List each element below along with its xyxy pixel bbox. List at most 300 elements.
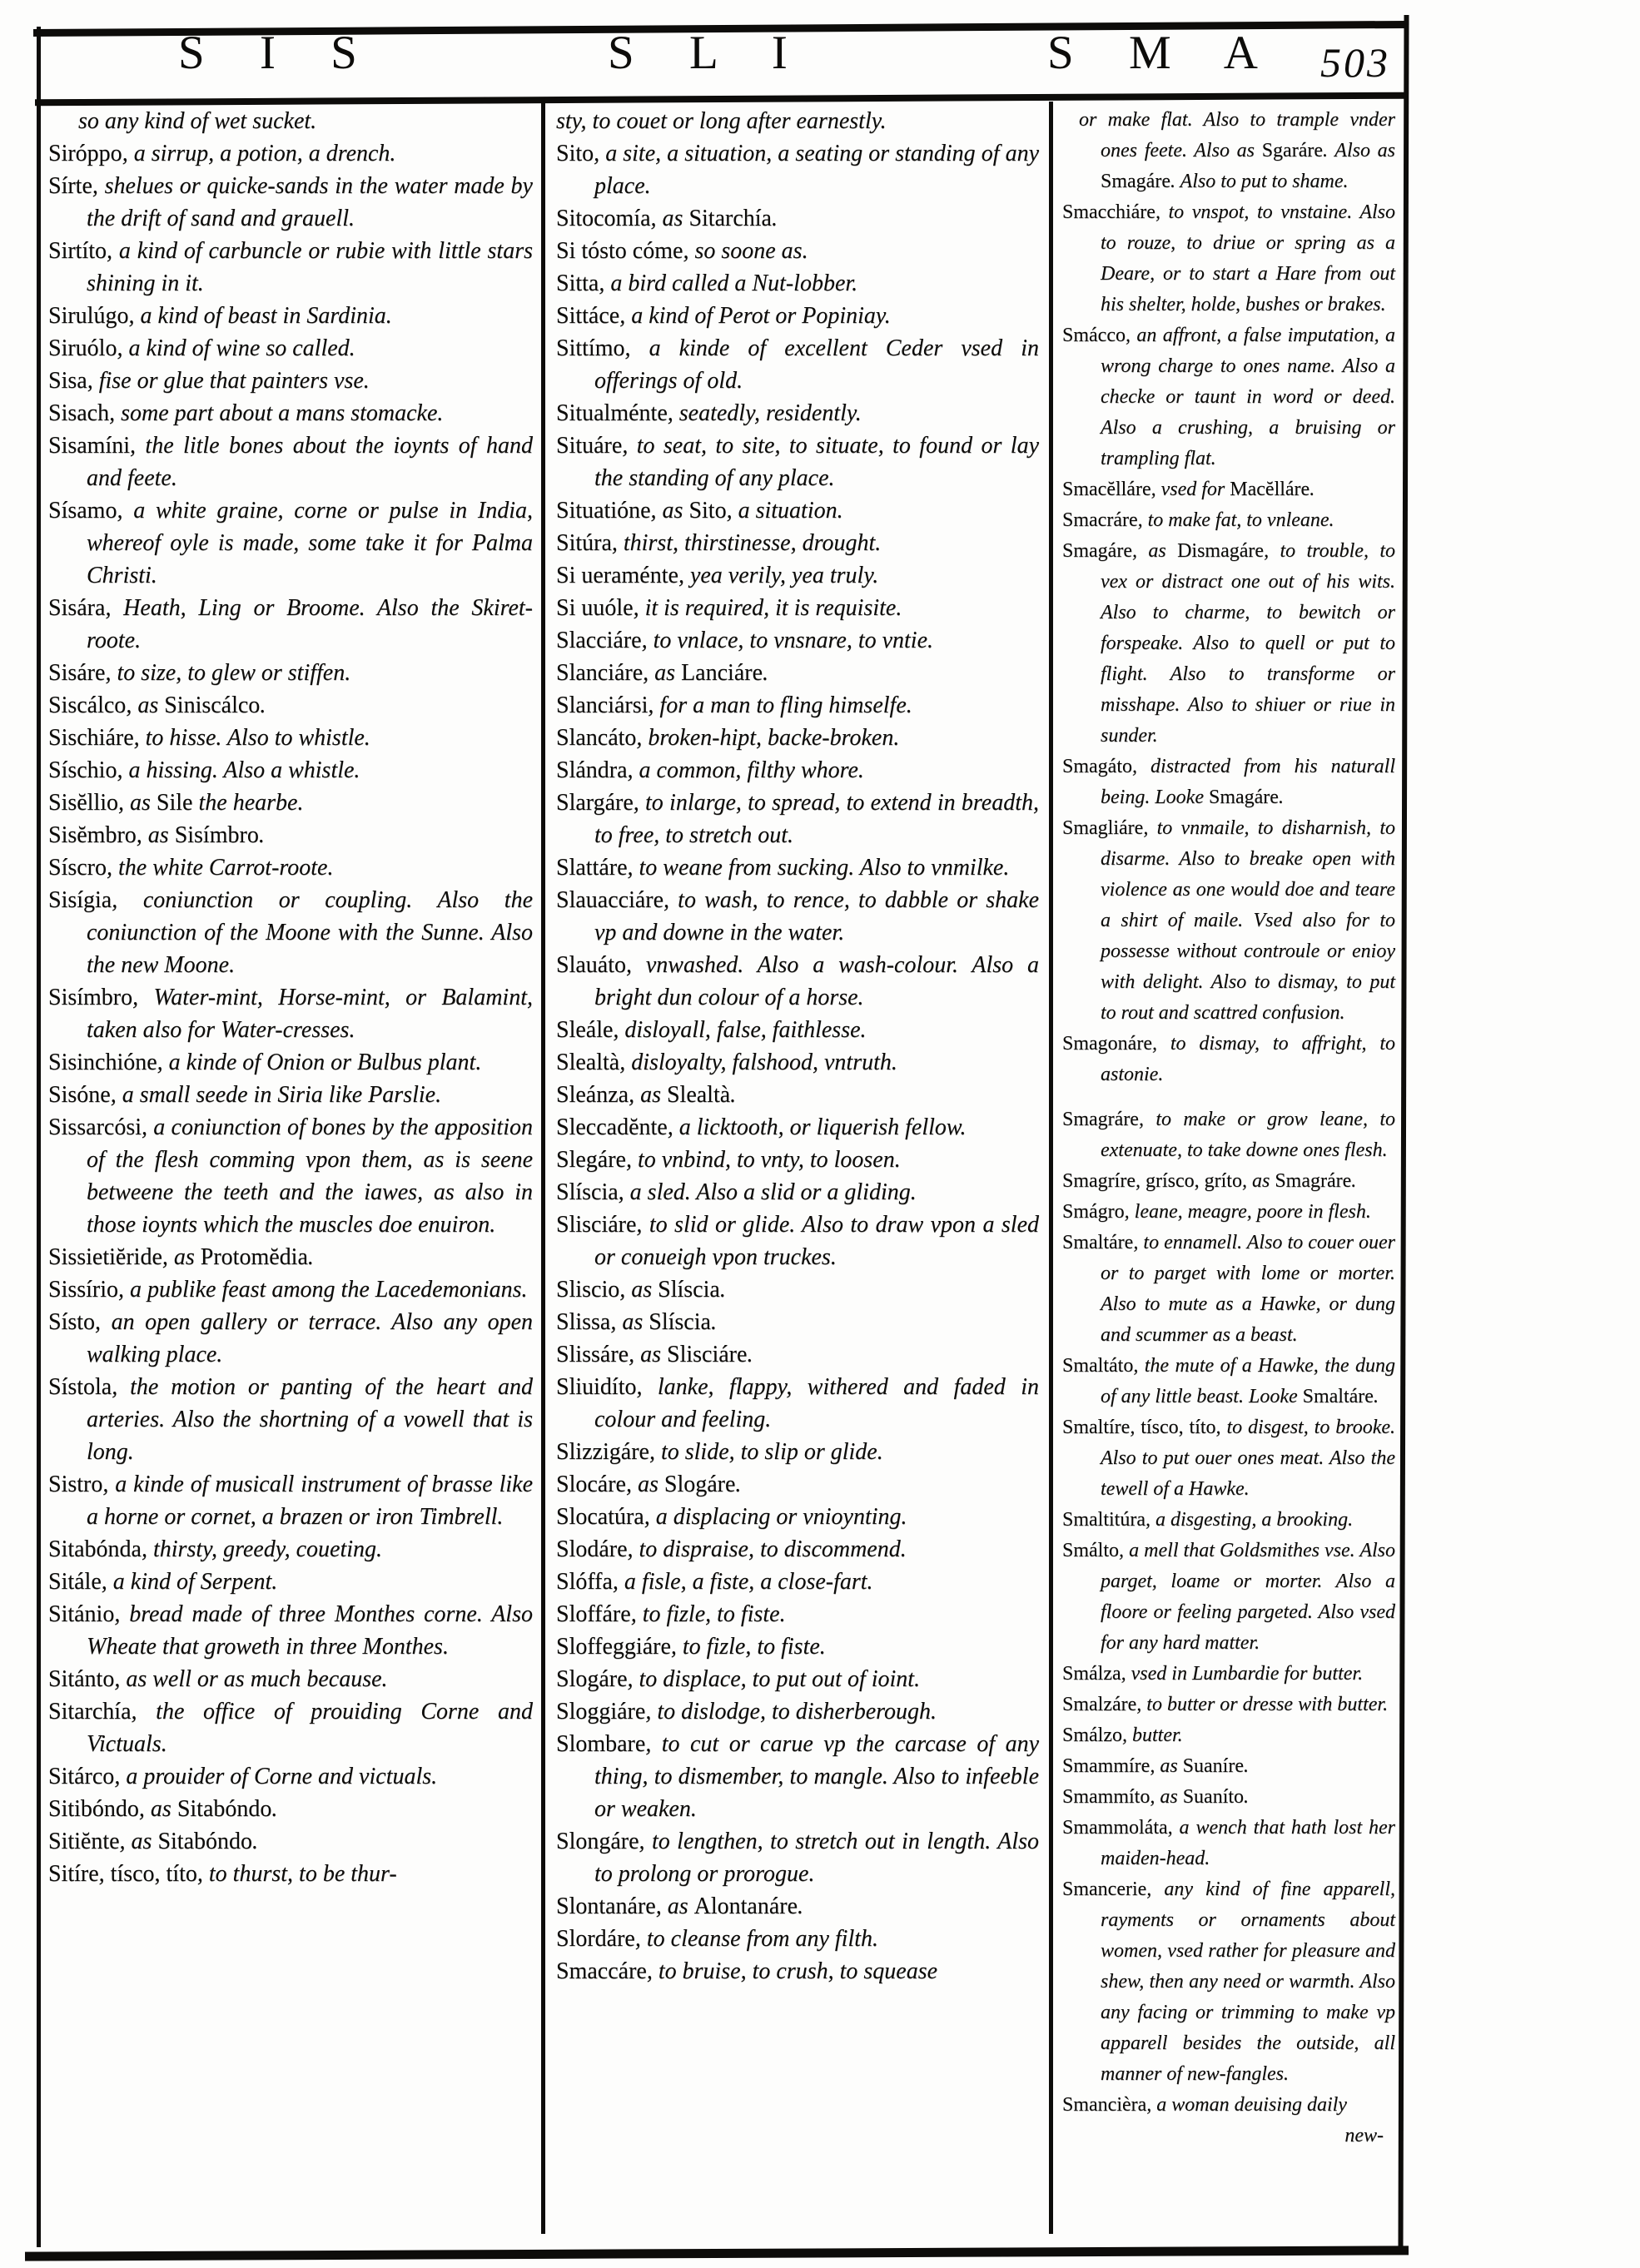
headword: Smancerie [1062, 1878, 1147, 1900]
definition-text: , a kinde of musicall instrument of brasse like a horne or cornet, a brazen or iron Timbrell. [87, 1471, 533, 1530]
definition-text: , bread made of three Monthes corne. Also Wheate that groweth in three Monthes. [87, 1601, 533, 1660]
definition-text: , to seat, to site, to situate, to found or lay the standing of any place. [594, 433, 1039, 491]
definition-text: , as [610, 1309, 649, 1335]
dictionary-entry [556, 1436, 1039, 1468]
dictionary-entry [48, 1371, 533, 1468]
headword: Síschio [48, 757, 117, 783]
definition-text: , shelues or quicke-sands in the water made by the drift of sand and grauell. [87, 173, 533, 231]
headword: Slontanáre [556, 1893, 656, 1919]
dictionary-entry [48, 1793, 533, 1825]
dictionary-entry [556, 1955, 1039, 1988]
headword: Slanciáre [556, 660, 644, 686]
dictionary-entry [1062, 752, 1395, 813]
headword: Slongáre [556, 1829, 639, 1854]
dictionary-entry [556, 1306, 1039, 1338]
dictionary-entry [48, 884, 533, 981]
definition-text: , vsed for [1150, 479, 1230, 500]
headword: Slombare [556, 1731, 646, 1757]
headword: Smaltáto [1062, 1355, 1134, 1377]
definition-text: , thirst, thirstinesse, drought. [611, 530, 882, 556]
definition-text: , as [1131, 540, 1178, 562]
definition-text: , [1130, 1417, 1141, 1438]
definition-text: , to thurst, to be thur- [196, 1861, 397, 1887]
dictionary-entry [556, 397, 1039, 429]
cross-reference: Macĕlláre [1230, 479, 1310, 500]
dictionary-entry [1062, 1690, 1395, 1720]
headword: Smammíto [1062, 1786, 1150, 1808]
dictionary-entry [556, 592, 1039, 624]
headword: Sliuidíto [556, 1374, 637, 1400]
dictionary-entry [48, 494, 533, 592]
definition-text: . [710, 1309, 717, 1335]
headword: Slisciáre [556, 1212, 637, 1238]
dictionary-entry [556, 1144, 1039, 1176]
headword: Slocáre [556, 1471, 626, 1497]
dictionary-entry [1062, 1751, 1395, 1782]
headword: Sisamíni [48, 433, 131, 459]
dictionary-entry [1062, 1782, 1395, 1813]
definition-text: , a fisle, a fiste, a close-fart. [612, 1569, 873, 1595]
headword: Slizzigáre [556, 1439, 649, 1465]
definition-text: , as [655, 1893, 694, 1919]
definition-text: , a kinde of excellent Ceder vsed in offerings of old. [594, 335, 1039, 394]
cross-reference: Smagáre [1101, 171, 1170, 192]
cross-reference: Sitabóndo [176, 1796, 272, 1822]
dictionary-entry [1062, 1412, 1395, 1505]
headword: Sittímo [556, 335, 625, 361]
headword: Smaccáre [556, 1958, 647, 1984]
definition-text: , some part about a mans stomacke. [109, 400, 444, 426]
dictionary-entry [556, 1890, 1039, 1923]
headword: Slissáre [556, 1342, 629, 1367]
cross-reference: Lanciáre [681, 660, 763, 686]
definition-text: , as [136, 822, 175, 848]
dictionary-entry [556, 754, 1039, 787]
definition-text: , to ennamell. Also to couer ouer or to parget with lome or morter. Also to mute as a Hawke, or dung and scummer as a beast. [1101, 1232, 1395, 1346]
headword: Smancièra [1062, 2094, 1147, 2116]
definition-text: , thirsty, greedy, coueting. [142, 1536, 383, 1562]
dictionary-entry [48, 657, 533, 689]
definition-text: , to fizle, to fiste. [630, 1601, 786, 1627]
definition-text: . [798, 1893, 804, 1919]
definition-text: . [1278, 787, 1284, 808]
headword: Smálzo [1062, 1725, 1122, 1746]
definition-text: , butter. [1122, 1725, 1183, 1746]
dictionary-entry [556, 1566, 1039, 1598]
dictionary-entry [1062, 1505, 1395, 1536]
definition-text: or make flat. Also to trample vnder ones feete. Also as [1079, 109, 1395, 161]
headword: Sloggiáre [556, 1699, 646, 1725]
definition-text: , as [619, 1277, 658, 1303]
definition-text: . [307, 1244, 314, 1270]
headword: Slegáre [556, 1147, 626, 1173]
definition-text: . [1244, 1786, 1250, 1808]
cross-reference: Protomĕdia [200, 1244, 308, 1270]
cross-reference: Sitabóndo [157, 1829, 253, 1854]
dictionary-entry [48, 365, 533, 397]
headword: Sisa [48, 368, 87, 394]
catchword: new- [1344, 2125, 1384, 2146]
definition-text: , as [643, 660, 682, 686]
headword: Smaltitúra [1062, 1509, 1146, 1531]
dictionary-entry [1062, 474, 1395, 505]
dictionary-entry [48, 1241, 533, 1273]
definition-text: , the white Carrot-roote. [107, 855, 334, 881]
dictionary-entry [48, 1111, 533, 1241]
dictionary-entry [48, 1858, 533, 1890]
dictionary-entry [556, 1825, 1039, 1890]
cross-reference: grísco, gríto [1145, 1170, 1242, 1192]
definition-text: , a licktooth, or liquerish fellow. [667, 1114, 967, 1140]
dictionary-entry [1062, 2090, 1395, 2121]
page-border-bottom [25, 2246, 1409, 2261]
dictionary-entry [1062, 1874, 1395, 2090]
definition-text: , to vnspot, to vnstaine. Also to rouze, to driue or spring as a Deare, or to start a Hare from out his shelter, holde, bushes or brakes. [1101, 201, 1395, 315]
definition-text: , leane, meagre, poore in flesh. [1124, 1201, 1371, 1223]
definition-text: , distracted from his naturall being. Looke [1101, 756, 1395, 808]
dictionary-entry [48, 592, 533, 657]
cross-reference: Sile [156, 790, 193, 816]
dictionary-entry [48, 1079, 533, 1111]
definition-text: , fise or glue that painters vse. [87, 368, 370, 394]
dictionary-entry [556, 137, 1039, 202]
dictionary-entry [556, 1695, 1039, 1728]
headword: Sisĕllio [48, 790, 119, 816]
headword: Slanciársi [556, 692, 649, 718]
headword: Slargáre [556, 790, 634, 816]
headword: Sísto [48, 1309, 96, 1335]
definition-text: , a kind of carbuncle or rubie with little stars shining in it. [87, 238, 533, 296]
definition-text: , a wench that hath lost her maiden-head. [1101, 1817, 1395, 1869]
headword: Slogáre [556, 1666, 628, 1692]
definition-text: , as [162, 1244, 201, 1270]
dictionary-entry [48, 1046, 533, 1079]
definition-text: , a kind of beast in Sardinia. [128, 303, 392, 329]
headword: Sleccadĕnte [556, 1114, 668, 1140]
dictionary-entry [48, 851, 533, 884]
cross-reference: Suaníre [1182, 1755, 1244, 1777]
definition-text: , Heath, Ling or Broome. Also the Skiret-roote. [87, 595, 533, 653]
headword: Sleále [556, 1017, 614, 1043]
entry-continuation [556, 105, 1039, 137]
dictionary-entry [48, 397, 533, 429]
dictionary-entry [48, 722, 533, 754]
definition-text: , yea verily, yea truly. [678, 563, 879, 588]
dictionary-entry [48, 1566, 533, 1598]
headword: Si uuóle [556, 595, 634, 621]
headword: Sitánto [48, 1666, 115, 1692]
cross-reference: Dismagáre [1177, 540, 1265, 562]
definition-text: , coniunction or coupling. Also the coniunction of the Moone with the Sunne. Also the new Moone. [87, 887, 533, 978]
page-number: 503 [1320, 39, 1390, 86]
dictionary-entry [48, 754, 533, 787]
definition-text: , as [650, 498, 689, 524]
definition-text: , a mell that Goldsmithes vse. Also parget, loame or morter. Also a floore or feeling pargeted. Also vsed for any hard matter. [1101, 1540, 1395, 1654]
dictionary-entry [48, 1760, 533, 1793]
cross-reference: Slealtà [666, 1082, 731, 1108]
definition-text: , to size, to glew or stiffen. [105, 660, 351, 686]
dictionary-entry [48, 1306, 533, 1371]
headword: Smalzáre [1062, 1694, 1137, 1715]
definition-text: , to disgest, to brooke. Also to put ouer ones meat. Also the tewell of a Hawke. [1101, 1417, 1395, 1500]
headword: Slauáto [556, 952, 626, 978]
definition-text: , to weane from sucking. Also to vnmilke. [627, 855, 1010, 881]
headword: Si ueraménte [556, 563, 678, 588]
dictionary-entry [48, 689, 533, 722]
headword: Sittáce [556, 303, 620, 329]
headword: Slancáto [556, 725, 637, 751]
headword: Sistro [48, 1471, 103, 1497]
dictionary-entry [1062, 536, 1395, 752]
dictionary-entry [1062, 1197, 1395, 1228]
dictionary-entry [556, 300, 1039, 332]
cross-reference: Slisciáre [667, 1342, 748, 1367]
headword: Slacciáre [556, 628, 642, 653]
dictionary-entry [556, 429, 1039, 494]
dictionary-entry [556, 949, 1039, 1014]
definition-text: , a bird called a Nut-lobber. [599, 270, 858, 296]
dictionary-entry [1062, 1351, 1395, 1412]
dictionary-entry [556, 1728, 1039, 1825]
dictionary-entry [556, 235, 1039, 267]
cross-reference: Smagáre [1208, 787, 1279, 808]
cross-reference: Alontanáre [693, 1893, 798, 1919]
headword: Siruólo [48, 335, 117, 361]
headword: Sirulúgo [48, 303, 129, 329]
dictionary-entry [1062, 1659, 1395, 1690]
definition-text: , to dismay, to affright, to astonie. [1101, 1033, 1395, 1085]
definition-text: . [1243, 1755, 1249, 1777]
definition-text: , for a man to fling himselfe. [648, 692, 912, 718]
dictionary-entry [556, 1533, 1039, 1566]
headword: Sloffáre [556, 1601, 631, 1627]
headword: Situáre [556, 433, 623, 459]
definition-text: sty, to couet or long after earnestly. [556, 108, 887, 134]
definition-text: , any kind of fine apparell, rayments or ornaments about women, vsed rather for pleasure and shew, then any need or warmth. Also any facing or trimming to make vp apparell besides the outside, all manner of new-fangles. [1101, 1878, 1395, 2085]
headword: Slauacciáre [556, 887, 664, 913]
dictionary-entry [556, 851, 1039, 884]
definition-text: . Also to put to shame. [1170, 171, 1349, 192]
headword: Sitibóndo [48, 1796, 139, 1822]
dictionary-entry [1062, 813, 1395, 1029]
headword: Sitánio [48, 1601, 115, 1627]
dictionary-entry [1062, 197, 1395, 320]
dictionary-entry [48, 1695, 533, 1760]
dictionary-entry [556, 267, 1039, 300]
dictionary-entry [556, 202, 1039, 235]
definition-text: , as [119, 1829, 158, 1854]
definition-text: . [730, 1082, 737, 1108]
dictionary-entry [48, 429, 533, 494]
definition-text: , to make fat, to vnleane. [1137, 509, 1334, 531]
headword: Smagliáre [1062, 817, 1144, 839]
dictionary-entry [48, 1533, 533, 1566]
page-border-left [37, 27, 41, 2247]
dictionary-entry [556, 1079, 1039, 1111]
dictionary-entry [556, 1338, 1039, 1371]
definition-text: , a common, filthy whore. [627, 757, 864, 783]
header-underline-rule [35, 92, 1405, 107]
headword: Sitarchía [48, 1699, 132, 1725]
headword: Slattáre [556, 855, 628, 881]
dictionary-entry [556, 787, 1039, 851]
definition-text: , a small seede in Siria like Parslie. [110, 1082, 442, 1108]
headword: Slissa [556, 1309, 611, 1335]
dictionary-entry [556, 624, 1039, 657]
dictionary-entry [556, 689, 1039, 722]
dictionary-entry [48, 1468, 533, 1533]
dictionary-entry [1062, 1104, 1395, 1166]
cross-reference: Smagráre [1275, 1170, 1352, 1192]
dictionary-entry [48, 787, 533, 819]
definition-text: , a disgesting, a brooking. [1145, 1509, 1354, 1531]
headword: Smacĕlláre [1062, 479, 1151, 500]
definition-text: , a coniunction of bones by the apposition of the flesh comming vpon them, as is seene betweene the teeth and the iawes, as also in those ioynts which the muscles doe enuiron. [87, 1114, 533, 1238]
definition-text: , to wash, to rence, to dabble or shake vp and downe in the water. [594, 887, 1039, 945]
cross-reference: Sito [688, 498, 727, 524]
definition-text: , to vnbind, to vnty, to loosen. [625, 1147, 901, 1173]
dictionary-entry [556, 722, 1039, 754]
dictionary-entry [1062, 1029, 1395, 1090]
definition-text: , to cut or carue vp the carcase of any thing, to dismember, to mangle. Also to infeeble or weaken. [594, 1731, 1039, 1822]
headword: Sírte [48, 173, 92, 199]
definition-text: . [271, 1796, 278, 1822]
definition-text: . [258, 822, 265, 848]
headword: Smálza [1062, 1663, 1121, 1685]
definition-text: , to trouble, to vex or distract one out of his wits. Also to charme, to bewitch or forspeake. Also to quell or put to flight. Also to transforme or misshape. Also to shiuer or riue in sunder. [1101, 540, 1395, 747]
headword: Smacchiáre [1062, 201, 1155, 223]
headword: Slordáre [556, 1926, 635, 1952]
headword: Smágro [1062, 1201, 1125, 1223]
dictionary-entry [556, 494, 1039, 527]
dictionary-entry [556, 1923, 1039, 1955]
definition-text: , to displace, to put out of ioint. [627, 1666, 921, 1692]
dictionary-entry [556, 1046, 1039, 1079]
entry-continuation [1062, 105, 1395, 197]
definition-text: , to vnmaile, to disharnish, to disarme. Also to breake open with violence as one would doe and teare a shirt of maile. Vsed also for to possesse without controule or enioy with delight. Also to dismay, to put to rout and scattred confusion. [1101, 817, 1395, 1024]
definition-text: , as [629, 1342, 668, 1367]
headword: Siróppo [48, 141, 122, 166]
dictionary-entry [48, 1825, 533, 1858]
definition-text: , to inlarge, to spread, to extend in breadth, to free, to stretch out. [594, 790, 1039, 848]
definition-text: , Water-mint, Horse-mint, or Balamint, taken also for Water-cresses. [87, 985, 533, 1043]
page-border-right [1398, 15, 1409, 2251]
headword: Sisinchióne [48, 1050, 157, 1075]
definition-text: . [763, 660, 768, 686]
definition-text: , to dislodge, to disherberough. [645, 1699, 937, 1725]
dictionary-entry [556, 657, 1039, 689]
definition-text: , so soone as. [683, 238, 808, 264]
dictionary-entry [556, 1111, 1039, 1144]
header-section-left: S I S [178, 27, 379, 79]
dictionary-entry [1062, 1813, 1395, 1874]
definition-text: , the motion or panting of the heart and arteries. Also the shortning of a vowell that is long. [87, 1374, 533, 1465]
headword: Slóffa [556, 1569, 613, 1595]
cross-reference: Slogáre [663, 1471, 736, 1497]
dictionary-entry [48, 1598, 533, 1663]
dictionary-entry [556, 1208, 1039, 1273]
definition-text: . [719, 1277, 726, 1303]
headword: Sleánza [556, 1082, 629, 1108]
headword: Slealtà [556, 1050, 620, 1075]
definition-text: , as well or as much because. [114, 1666, 388, 1692]
dictionary-entry [1062, 505, 1395, 536]
definition-text: , it is required, it is requisite. [633, 595, 902, 621]
dictionary-entry [48, 137, 533, 170]
definition-text: , a site, a situation, a seating or standing of any place. [594, 141, 1039, 199]
definition-text: , as [1150, 1786, 1183, 1808]
headword: Sisára [48, 595, 106, 621]
definition-text: , a kind of Perot or Popiniay. [619, 303, 891, 329]
definition-text: , a hissing. Also a whistle. [117, 757, 360, 783]
definition-text: , as [1241, 1170, 1275, 1192]
dictionary-entry [1062, 320, 1395, 474]
headword: Sitúra [556, 530, 612, 556]
headword: Smagráre [1062, 1109, 1139, 1130]
headword: Sitabónda [48, 1536, 142, 1562]
dictionary-entry [1062, 1536, 1395, 1659]
dictionary-column-2 [556, 105, 1039, 1988]
definition-text: , to bruise, to crush, to squease [646, 1958, 938, 1984]
definition-text: , to dispraise, to discommend. [627, 1536, 907, 1562]
dictionary-entry [556, 884, 1039, 949]
dictionary-entry [556, 1501, 1039, 1533]
definition-text: . Also as [1323, 140, 1395, 161]
definition-text: , as [625, 1471, 664, 1497]
headword: Smácco [1062, 325, 1126, 346]
headword: Siscálco [48, 692, 127, 718]
definition-text: , to hisse. Also to whistle. [133, 725, 370, 751]
cross-reference: Suaníto [1182, 1786, 1245, 1808]
header-section-right: S M A [1047, 27, 1280, 79]
definition-text: , disloyalty, falshood, vntruth. [619, 1050, 897, 1075]
definition-text: , as [1150, 1755, 1183, 1777]
definition-text: , a woman deuising daily [1146, 2094, 1347, 2116]
headword: Smagáre [1062, 540, 1132, 562]
definition-text: , as [126, 692, 165, 718]
dictionary-column-3 [1062, 105, 1395, 2151]
definition-text: , seatedly, residently. [667, 400, 862, 426]
cross-reference: Slíscia [649, 1309, 711, 1335]
definition-text: , a sirrup, a potion, a drench. [122, 141, 396, 166]
cross-reference: Siniscálco [164, 692, 261, 718]
dictionary-entry [48, 1273, 533, 1306]
headword: Sloffeggiáre [556, 1634, 671, 1660]
headword: Sisach [48, 400, 110, 426]
headword: Sístola [48, 1374, 112, 1400]
headword: Sissietiĕride [48, 1244, 162, 1270]
definition-text: , the office of prouiding Corne and Victuals. [87, 1699, 533, 1757]
definition-text: . [735, 1471, 742, 1497]
cross-reference: Sgaráre [1261, 140, 1323, 161]
headword: Sisímbro [48, 985, 133, 1010]
dictionary-entry [556, 527, 1039, 559]
headword: Smagonáre [1062, 1033, 1152, 1055]
dictionary-entry [556, 1630, 1039, 1663]
dictionary-entry [48, 1663, 533, 1695]
definition-text: . [260, 692, 266, 718]
cross-reference: Sitarchía [688, 206, 772, 231]
dictionary-entry [48, 235, 533, 300]
definition-text: . [1310, 479, 1315, 500]
headword: Smagríre [1062, 1170, 1136, 1192]
definition-text: so any kind of wet sucket. [78, 108, 317, 134]
definition-text: , [1135, 1170, 1146, 1192]
dictionary-entry [48, 332, 533, 365]
headword: Situalménte [556, 400, 668, 426]
definition-text: , to fizle, to fiste. [670, 1634, 826, 1660]
definition-text: , to slide, to slip or glide. [649, 1439, 883, 1465]
